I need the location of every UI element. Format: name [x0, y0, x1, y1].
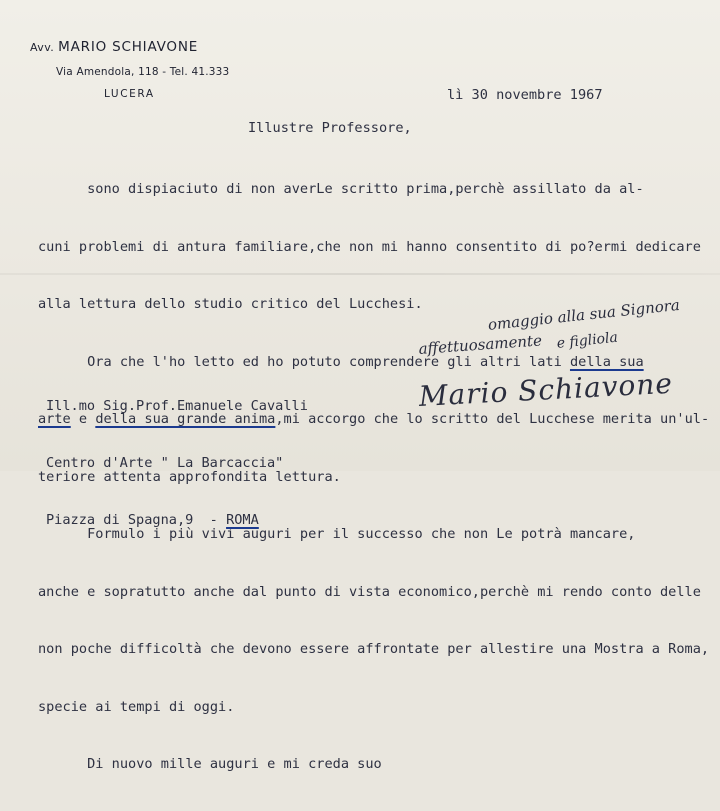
underlined-phrase: della sua — [569, 353, 644, 370]
body-line: alla lettura dello studio critico del Lucchesi. — [38, 296, 423, 312]
recipient-street: Piazza di Spagna,9 - — [46, 512, 227, 528]
handwritten-signature: Mario Schiavone — [418, 366, 674, 413]
body-line: Di nuovo mille auguri e mi creda suo — [38, 756, 382, 772]
letterhead-city: LUCERA — [104, 88, 155, 100]
body-line: specie ai tempi di oggi. — [38, 698, 235, 715]
body-line: anche e sopratutto anche dal punto di vista economico,perchè mi rendo conto delle — [38, 583, 701, 600]
body-text: e — [70, 411, 96, 427]
handwritten-note: omaggio alla sua Signora — [487, 295, 681, 334]
handwritten-note: affettuosamente — [418, 331, 543, 358]
recipient-line — [46, 509, 308, 532]
underlined-phrase: della sua grande anima — [95, 411, 276, 427]
body-line: non poche difficoltà che devono essere affrontate per allestire una Mostra a Roma, — [38, 641, 710, 657]
underlined-phrase: arte — [38, 411, 71, 427]
letterhead-person: MARIO SCHIAVONE — [58, 39, 199, 55]
recipient-line: Centro d'Arte " La Barcaccia" — [46, 455, 284, 471]
body-line: sono dispiaciuto di non averLe scritto prima,perchè assillato da al- — [38, 181, 644, 197]
letter-date: lì 30 novembre 1967 — [447, 87, 603, 103]
recipient-line: Ill.mo Sig.Prof.Emanuele Cavalli — [46, 398, 308, 414]
salutation: Illustre Professore, — [248, 120, 412, 136]
recipient-address — [46, 361, 308, 566]
handwritten-note: e figliola — [556, 329, 619, 352]
body-line: Formulo i più vivi auguri per il successo che non Le potrà mancare, — [38, 526, 636, 542]
recipient-city: ROMA — [226, 512, 259, 528]
letterhead-name — [30, 39, 198, 55]
letterhead-address: Via Amendola, 118 - Tel. 41.333 — [56, 66, 230, 78]
body-line: cuni problemi di antura familiare,che non mi hanno consentito di po?ermi dedicare — [38, 238, 701, 255]
body-text: Ora che l'ho letto ed ho potuto comprendere gli altri lati — [38, 353, 570, 370]
body-text: ,mi accorgo che lo scritto del Lucchese merita un'ul- — [275, 411, 710, 427]
body-line: teriore attenta approfondita lettura. — [38, 468, 341, 485]
letterhead-title: Avv. — [30, 41, 55, 54]
